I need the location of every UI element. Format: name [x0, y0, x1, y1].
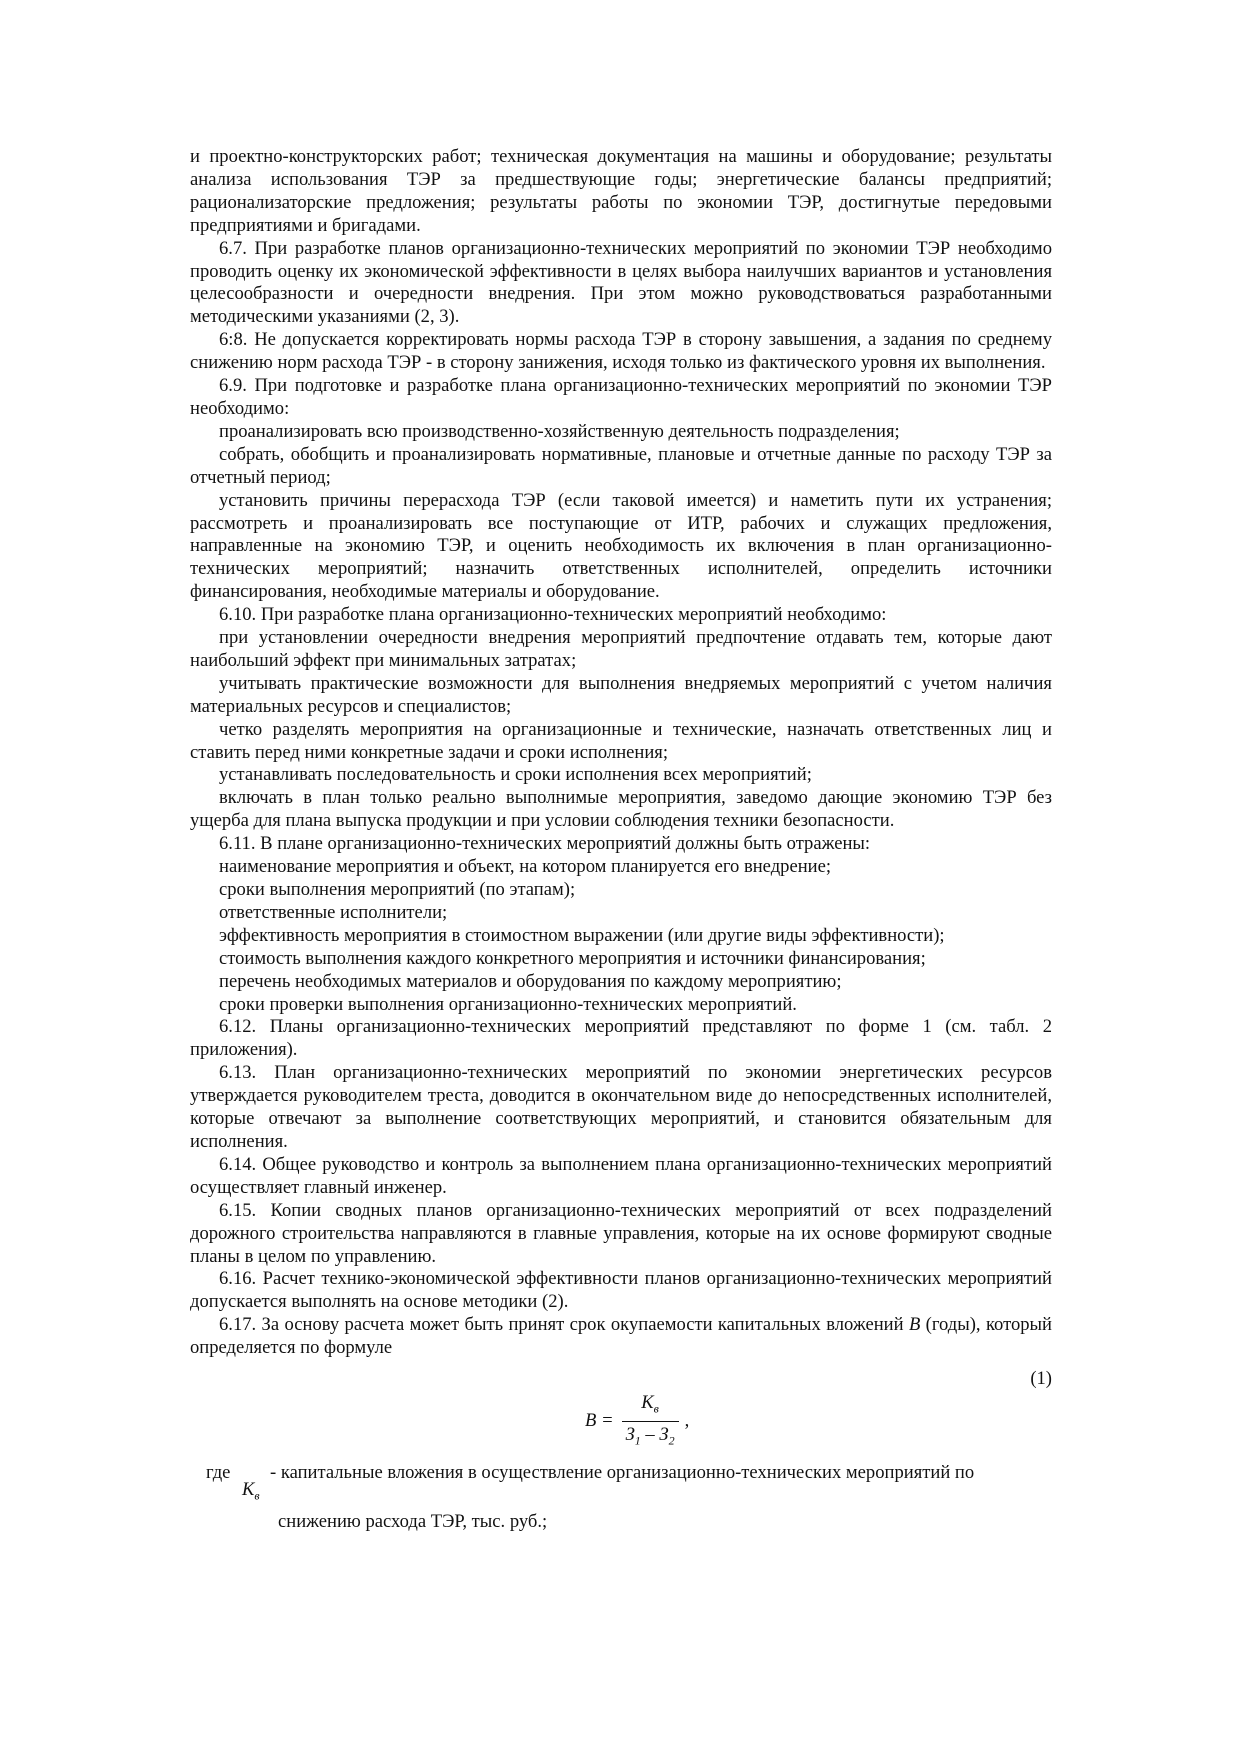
- formula-lhs: В =: [585, 1410, 614, 1432]
- paragraph: 6.13. План организационно-технических мероприятий по экономии энергетических ресурсов утверждается руководителем треста, доводится в окончательном виде до непосредственных исполнителей, которые отвечают за выполнение соответствующих мероприятий, и становится обязательным для исполнения.: [190, 1062, 1052, 1152]
- formula-numerator-main: К: [641, 1392, 654, 1414]
- formula-numerator-sub: в: [653, 1401, 659, 1416]
- where-symbol: [242, 1479, 260, 1508]
- where-symbol-main: К: [242, 1479, 255, 1501]
- paragraph: 6.14. Общее руководство и контроль за выполнением плана организационно-технических мероприятий осуществляет главный инженер.: [190, 1153, 1052, 1198]
- paragraph-6-17-text-before: 6.17. За основу расчета может быть принят срок окупаемости капитальных вложений: [219, 1314, 909, 1336]
- where-definition: - капитальные вложения в осуществление организационно-технических мероприятий по: [270, 1462, 975, 1484]
- formula-denominator-b-sub: 2: [668, 1433, 675, 1448]
- paragraph: сроки проверки выполнения организационно-технических мероприятий.: [219, 993, 797, 1015]
- formula-denominator-a: З: [625, 1423, 635, 1445]
- formula-denominator-a-sub: 1: [634, 1433, 641, 1448]
- formula-fraction: [622, 1392, 679, 1451]
- paragraph: сроки выполнения мероприятий (по этапам);: [219, 879, 576, 900]
- paragraph: 6.15. Копии сводных планов организационно-технических мероприятий от всех подразделений дорожного строительства направляются в главные управления, которые на их основе формируют сводные планы в целом по управлению.: [190, 1199, 1052, 1267]
- paragraph: перечень необходимых материалов и оборудования по каждому мероприятию;: [219, 970, 842, 992]
- paragraph: 6.16. Расчет технико-экономической эффективности планов организационно-технических мероприятий допускается выполнять на основе методики (2).: [190, 1268, 1052, 1313]
- paragraph-6-17: [190, 1314, 1052, 1360]
- paragraph: собрать, обобщить и проанализировать нормативные, плановые и отчетные данные по расходу ТЭР за отчетный период;: [190, 443, 1052, 488]
- paragraph: наименование мероприятия и объект, на котором планируется его внедрение;: [219, 856, 832, 878]
- paragraph: четко разделять мероприятия на организационные и технические, назначать ответственных лиц и ставить перед ними конкретные задачи и сроки исполнения;: [190, 718, 1052, 763]
- where-symbol-sub: в: [254, 1488, 260, 1503]
- document-body: [190, 146, 1052, 1314]
- paragraph: 6.10. При разработке плана организационно-технических мероприятий необходимо:: [219, 604, 887, 626]
- document-page: [190, 146, 1052, 1534]
- paragraph: учитывать практические возможности для выполнения внедряемых мероприятий с учетом наличия материальных ресурсов и специалистов;: [190, 672, 1052, 717]
- payback-formula: [585, 1392, 689, 1451]
- where-label: где: [206, 1462, 231, 1484]
- formula-numerator: [631, 1392, 669, 1421]
- paragraph: устанавливать последовательность и сроки исполнения всех мероприятий;: [219, 764, 812, 786]
- paragraph: 6.11. В плане организационно-технических мероприятий должны быть отражены:: [219, 833, 871, 855]
- formula-minus: –: [640, 1423, 660, 1445]
- paragraph: стоимость выполнения каждого конкретного мероприятия и источники финансирования;: [219, 947, 926, 969]
- where-clause: [190, 1462, 1052, 1534]
- formula-denominator-b: З: [659, 1423, 669, 1445]
- paragraph-6-17-text-after: (годы), который определяется по формуле: [190, 1314, 1052, 1359]
- paragraph: 6.12. Планы организационно-технических мероприятий представляют по форме 1 (см. табл. 2 приложения).: [190, 1016, 1052, 1061]
- formula-trailing-comma: ,: [684, 1410, 690, 1432]
- paragraph-6-17-symbol: В: [908, 1314, 921, 1336]
- paragraph: ответственные исполнители;: [219, 901, 448, 923]
- paragraph: установить причины перерасхода ТЭР (если таковой имеется) и наметить пути их устранения; рассмотреть и проанализировать все поступающие от ИТР, рабочих и служащих предложения, направленные на экономию ТЭР, и оценить необходимость их включения в план организационно-технических мероприятий; назначить ответственных исполнителей, определить источники финансирования, необходимые материалы и оборудование.: [190, 489, 1052, 603]
- paragraph: 6:8. Не допускается корректировать нормы расхода ТЭР в сторону завышения, а задания по среднему снижению норм расхода ТЭР - в сторону занижения, исходя только из фактического уровня их выполнения.: [190, 329, 1052, 374]
- formula-number: (1): [1030, 1368, 1052, 1390]
- paragraph: 6.7. При разработке планов организационно-технических мероприятий по экономии ТЭР необходимо проводить оценку их экономической эффективности в целях выбора наилучших вариантов и установления целесообразности и очередности внедрения. При этом можно руководствоваться разработанными методическими указаниями (2, 3).: [190, 237, 1052, 328]
- paragraph: проанализировать всю производственно-хозяйственную деятельность подразделения;: [219, 420, 900, 442]
- paragraph: при установлении очередности внедрения мероприятий предпочтение отдавать тем, которые дают наибольший эффект при минимальных затратах;: [190, 627, 1052, 671]
- paragraph: включать в план только реально выполнимые мероприятия, заведомо дающие экономию ТЭР без ущерба для плана выпуска продукции и при условии соблюдения техники безопасности.: [190, 787, 1052, 832]
- paragraph: и проектно-конструкторских работ; техническая документация на машины и оборудование; результаты анализа использования ТЭР за предшествующие годы; энергетические балансы предприятий; рационализаторские предложения; результаты работы по экономии ТЭР, достигнутые передовыми предприятиями и бригадами.: [190, 146, 1052, 236]
- formula-block: [190, 1368, 1052, 1446]
- formula-denominator: [622, 1421, 679, 1452]
- paragraph: эффективность мероприятия в стоимостном выражении (или другие виды эффективности);: [219, 924, 945, 946]
- where-definition-continued: снижению расхода ТЭР, тыс. руб.;: [278, 1511, 548, 1533]
- paragraph: 6.9. При подготовке и разработке плана организационно-технических мероприятий по экономии ТЭР необходимо:: [190, 375, 1052, 419]
